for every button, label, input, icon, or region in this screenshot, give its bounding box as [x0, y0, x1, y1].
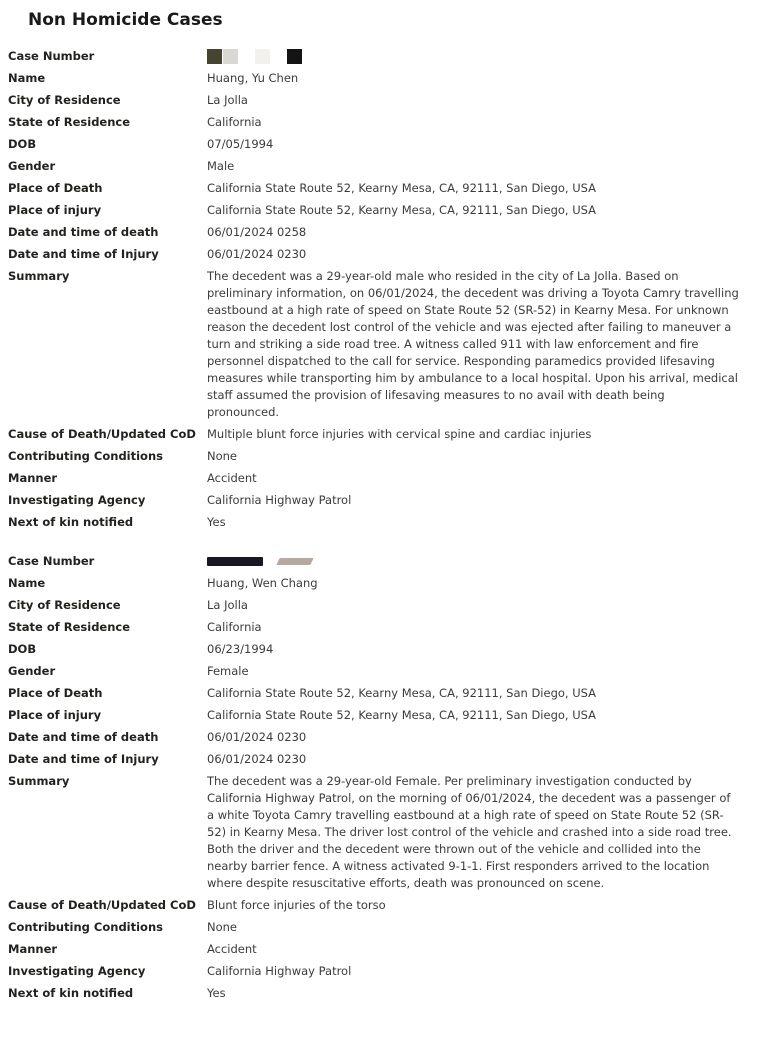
redaction-block: [207, 49, 222, 64]
field-value: 06/01/2024 0230: [207, 246, 307, 261]
field-value: None: [207, 919, 238, 934]
field-row: [6, 660, 742, 682]
redacted-case-number: [207, 48, 739, 65]
field-row: [6, 89, 742, 111]
redaction-block: [255, 49, 270, 64]
field-value: 06/01/2024 0258: [207, 224, 307, 239]
field-label: Date and time of death: [8, 729, 159, 744]
field-value: La Jolla: [207, 92, 248, 107]
field-value: The decedent was a 29-year-old Female. Per preliminary investigation conducted by California Highway Patrol, on the morning of 06/01/2024, the decedent was a passenger of a white Toyota Camry travelling eastbound at a high rate of speed on State Route 52 (SR-52) in Kearny Mesa. The driver lost control of the vehicle and crashed into a side road tree. Both the driver and the decedent were thrown out of the vehicle and collided into the nearby barrier fence. A witness activated 9-1-1. First responders arrived to the location where despite resuscitative efforts, death was pronounced on scene.: [207, 773, 732, 890]
field-label: Place of Death: [8, 180, 103, 195]
field-value: Multiple blunt force injuries with cervical spine and cardiac injuries: [207, 426, 592, 441]
field-row: [6, 726, 742, 748]
field-row: [6, 445, 742, 467]
field-row: [6, 894, 742, 916]
field-label: City of Residence: [8, 597, 121, 612]
field-label: State of Residence: [8, 619, 131, 634]
field-label: Name: [8, 70, 46, 85]
field-label: Date and time of death: [8, 224, 159, 239]
field-value: California State Route 52, Kearny Mesa, CA, 92111, San Diego, USA: [207, 180, 597, 195]
redaction-block: [287, 49, 302, 64]
field-row: [6, 572, 742, 594]
redaction-block: [223, 49, 238, 64]
field-row: [6, 111, 742, 133]
redaction-block: [270, 49, 287, 64]
field-row: [6, 550, 742, 572]
page-title: Non Homicide Cases: [28, 10, 223, 30]
field-label: Place of injury: [8, 707, 102, 722]
field-value: Accident: [207, 470, 257, 485]
field-row: [6, 467, 742, 489]
cases-list: [6, 45, 742, 1004]
field-row: [6, 916, 742, 938]
field-value: California State Route 52, Kearny Mesa, CA, 92111, San Diego, USA: [207, 685, 597, 700]
field-label: Place of injury: [8, 202, 102, 217]
field-value: None: [207, 448, 238, 463]
field-row: [6, 155, 742, 177]
field-value: Accident: [207, 941, 257, 956]
field-label: Date and time of Injury: [8, 751, 159, 766]
field-row: [6, 45, 742, 67]
field-row: [6, 511, 742, 533]
field-value: California: [207, 114, 262, 129]
field-label: State of Residence: [8, 114, 131, 129]
field-label: Name: [8, 575, 46, 590]
field-row: [6, 982, 742, 1004]
field-row: [6, 489, 742, 511]
case-record: [6, 550, 742, 1004]
field-label: City of Residence: [8, 92, 121, 107]
field-value: 06/23/1994: [207, 641, 274, 656]
field-value: Yes: [207, 985, 226, 1000]
field-row: [6, 770, 742, 894]
field-row: [6, 133, 742, 155]
field-value: Huang, Yu Chen: [207, 70, 299, 85]
field-label: DOB: [8, 136, 37, 151]
field-label: Manner: [8, 470, 58, 485]
field-value: The decedent was a 29-year-old male who resided in the city of La Jolla. Based on preliminary information, on 06/01/2024, the decedent was driving a Toyota Camry travelling eastbound at a high rate of speed on State Route 52 (SR-52) in Kearny Mesa. For unknown reason the decedent lost control of the vehicle and was ejected after failing to maneuver a turn and striking a side road tree. A witness called 911 with law enforcement and fire personnel dispatched to the call for service. Responding paramedics provided lifesaving measures while transporting him by ambulance to a local hospital. Upon his arrival, medical staff assumed the provision of lifesaving measures to no avail with death being pronounced.: [207, 268, 739, 419]
case-record: [6, 45, 742, 533]
field-row: [6, 616, 742, 638]
field-value: 06/01/2024 0230: [207, 751, 307, 766]
field-value: La Jolla: [207, 597, 248, 612]
field-value: Female: [207, 663, 249, 678]
field-label: Next of kin notified: [8, 985, 134, 1000]
field-row: [6, 682, 742, 704]
redaction-block: [276, 558, 313, 565]
field-value: 06/01/2024 0230: [207, 729, 307, 744]
field-value: California Highway Patrol: [207, 492, 352, 507]
field-label: Cause of Death/Updated CoD: [8, 897, 196, 912]
field-label: Next of kin notified: [8, 514, 134, 529]
field-row: [6, 243, 742, 265]
field-value: California Highway Patrol: [207, 963, 352, 978]
field-value: 07/05/1994: [207, 136, 274, 151]
field-label: Date and time of Injury: [8, 246, 159, 261]
field-label: Contributing Conditions: [8, 919, 163, 934]
redaction-block: [238, 49, 255, 64]
field-label: Contributing Conditions: [8, 448, 163, 463]
field-label: Place of Death: [8, 685, 103, 700]
field-label: Case Number: [8, 48, 95, 63]
field-row: [6, 594, 742, 616]
field-label: Summary: [8, 773, 70, 788]
field-value: California: [207, 619, 262, 634]
field-label: Manner: [8, 941, 58, 956]
field-value: Huang, Wen Chang: [207, 575, 318, 590]
field-value: Blunt force injuries of the torso: [207, 897, 386, 912]
redacted-case-number: [207, 553, 739, 570]
field-label: Gender: [8, 663, 56, 678]
field-value: Male: [207, 158, 235, 173]
field-row: [6, 938, 742, 960]
field-row: [6, 638, 742, 660]
field-label: Gender: [8, 158, 56, 173]
field-row: [6, 221, 742, 243]
field-label: DOB: [8, 641, 37, 656]
field-value: California State Route 52, Kearny Mesa, CA, 92111, San Diego, USA: [207, 707, 597, 722]
field-value: California State Route 52, Kearny Mesa, CA, 92111, San Diego, USA: [207, 202, 597, 217]
field-row: [6, 960, 742, 982]
field-value: Yes: [207, 514, 226, 529]
field-label: Investigating Agency: [8, 492, 146, 507]
field-row: [6, 67, 742, 89]
field-row: [6, 423, 742, 445]
field-label: Summary: [8, 268, 70, 283]
field-row: [6, 177, 742, 199]
redaction-block: [207, 557, 263, 566]
field-label: Case Number: [8, 553, 95, 568]
field-row: [6, 199, 742, 221]
field-row: [6, 265, 742, 423]
field-row: [6, 748, 742, 770]
field-label: Investigating Agency: [8, 963, 146, 978]
field-row: [6, 704, 742, 726]
field-label: Cause of Death/Updated CoD: [8, 426, 196, 441]
